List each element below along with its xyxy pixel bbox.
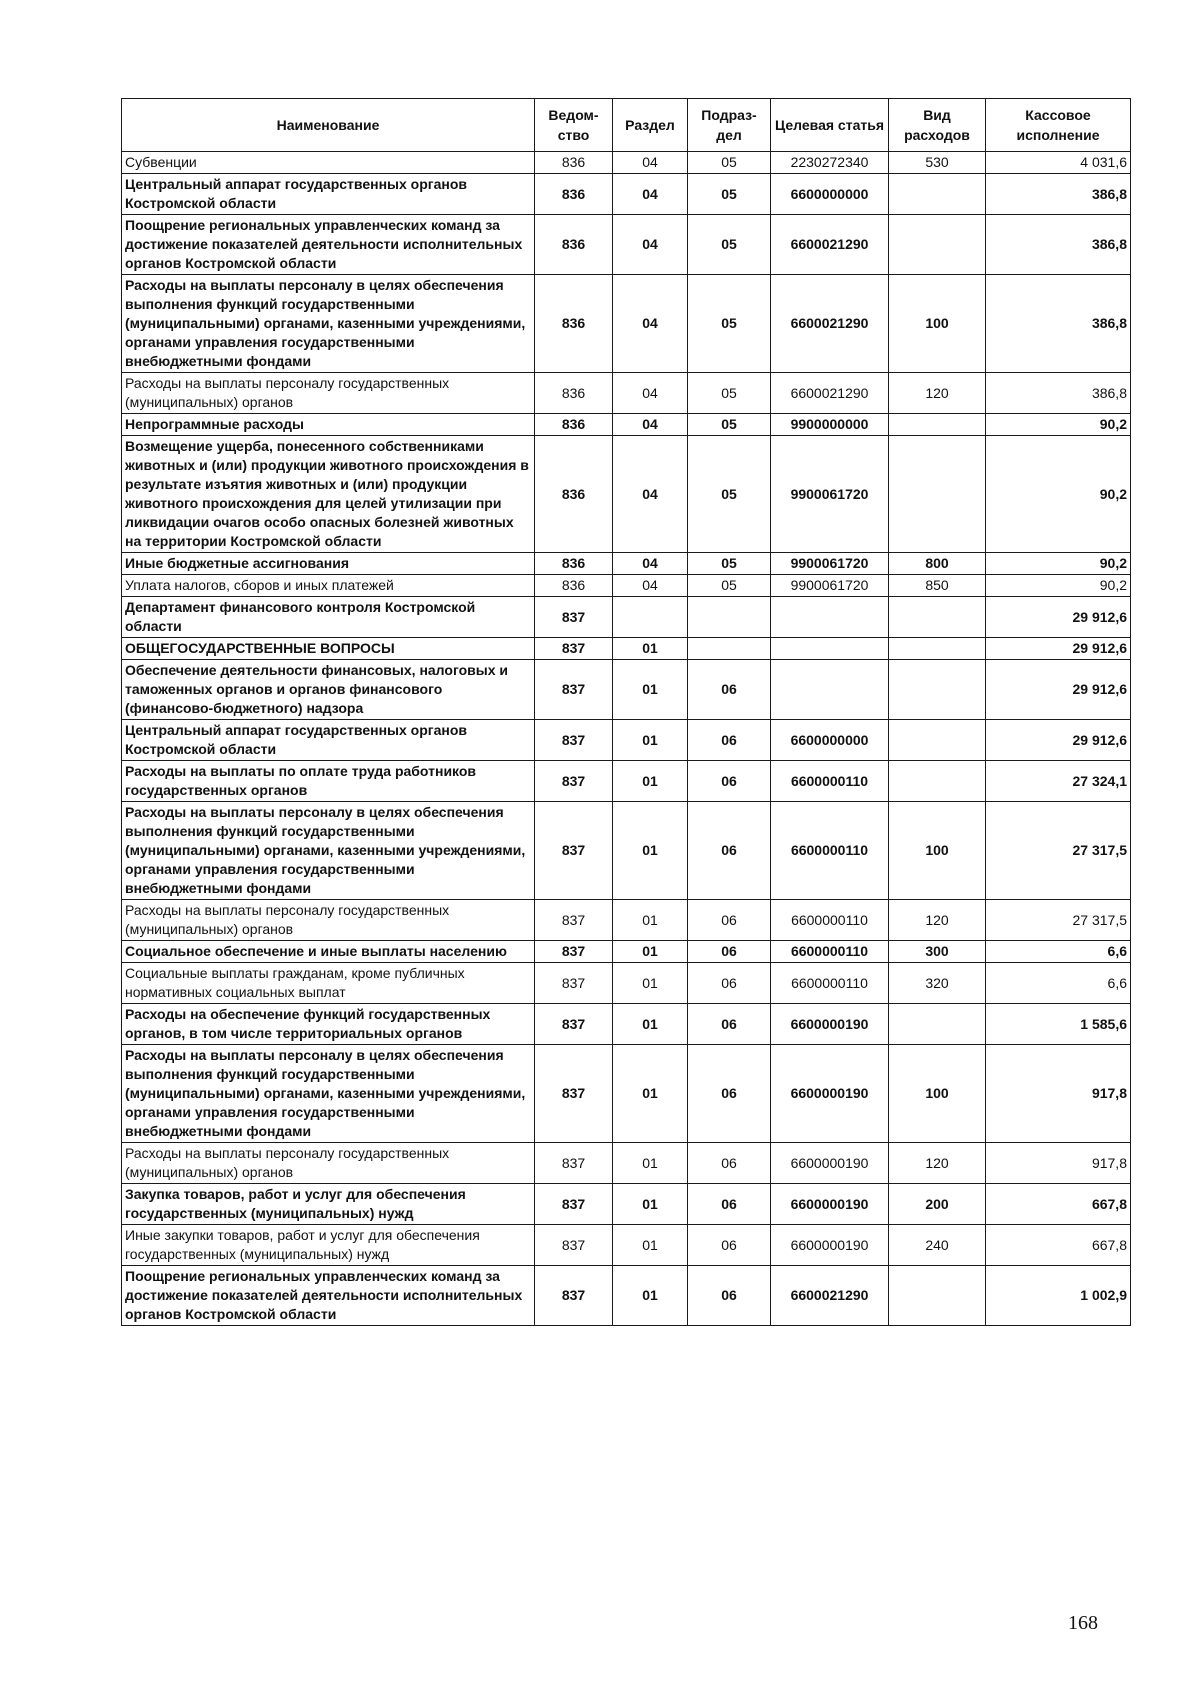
cell-vedomstvo: 837 <box>535 963 613 1004</box>
cell-name: Расходы на выплаты персоналу в целях обеспечения выполнения функций государственными (муниципальными) органами, казенными учреждениями, органами управления государственными внебюджетными фондами <box>122 1045 535 1143</box>
cell-ispolnenie: 917,8 <box>986 1045 1131 1143</box>
cell-vedomstvo: 837 <box>535 1004 613 1045</box>
cell-podrazdel: 06 <box>688 1045 771 1143</box>
cell-razdel: 04 <box>613 436 688 553</box>
cell-name: Уплата налогов, сборов и иных платежей <box>122 575 535 597</box>
table-row <box>122 414 1131 436</box>
table-row <box>122 941 1131 963</box>
cell-razdel: 01 <box>613 1143 688 1184</box>
budget-table <box>121 98 1131 1326</box>
table-row <box>122 152 1131 174</box>
cell-ispolnenie: 6,6 <box>986 941 1131 963</box>
cell-vid-rashodov <box>889 638 986 660</box>
table-row <box>122 761 1131 802</box>
cell-name: Поощрение региональных управленческих команд за достижение показателей деятельности исполнительных органов Костромской области <box>122 1266 535 1326</box>
cell-name: Расходы на выплаты персоналу государственных (муниципальных) органов <box>122 373 535 414</box>
cell-ispolnenie: 386,8 <box>986 275 1131 373</box>
cell-vedomstvo: 836 <box>535 575 613 597</box>
cell-tselevaya-statya: 6600000190 <box>771 1045 889 1143</box>
cell-ispolnenie: 386,8 <box>986 373 1131 414</box>
cell-razdel: 01 <box>613 1045 688 1143</box>
cell-name: Обеспечение деятельности финансовых, налоговых и таможенных органов и органов финансового (финансово-бюджетного) надзора <box>122 660 535 720</box>
cell-ispolnenie: 29 912,6 <box>986 660 1131 720</box>
cell-name: Закупка товаров, работ и услуг для обеспечения государственных (муниципальных) нужд <box>122 1184 535 1225</box>
cell-podrazdel: 06 <box>688 1143 771 1184</box>
cell-razdel: 01 <box>613 900 688 941</box>
cell-tselevaya-statya: 6600000190 <box>771 1225 889 1266</box>
cell-razdel: 04 <box>613 414 688 436</box>
cell-tselevaya-statya: 6600000110 <box>771 900 889 941</box>
cell-tselevaya-statya: 6600000110 <box>771 802 889 900</box>
cell-podrazdel: 06 <box>688 660 771 720</box>
cell-vedomstvo: 837 <box>535 597 613 638</box>
cell-name: Расходы на обеспечение функций государственных органов, в том числе территориальных органов <box>122 1004 535 1045</box>
cell-podrazdel: 06 <box>688 963 771 1004</box>
table-row <box>122 275 1131 373</box>
cell-podrazdel: 06 <box>688 761 771 802</box>
cell-name: Поощрение региональных управленческих команд за достижение показателей деятельности исполнительных органов Костромской области <box>122 215 535 275</box>
cell-podrazdel: 05 <box>688 373 771 414</box>
cell-name: Расходы на выплаты по оплате труда работников государственных органов <box>122 761 535 802</box>
cell-razdel: 01 <box>613 1004 688 1045</box>
cell-tselevaya-statya: 9900061720 <box>771 436 889 553</box>
cell-razdel: 04 <box>613 152 688 174</box>
cell-ispolnenie: 29 912,6 <box>986 638 1131 660</box>
cell-vid-rashodov: 320 <box>889 963 986 1004</box>
header-vid-rashodov: Вид расходов <box>889 99 986 152</box>
cell-tselevaya-statya: 6600000190 <box>771 1004 889 1045</box>
cell-podrazdel: 06 <box>688 1004 771 1045</box>
cell-vedomstvo: 836 <box>535 215 613 275</box>
cell-vid-rashodov <box>889 761 986 802</box>
cell-vedomstvo: 837 <box>535 941 613 963</box>
table-row <box>122 1143 1131 1184</box>
cell-vedomstvo: 836 <box>535 414 613 436</box>
cell-ispolnenie: 386,8 <box>986 215 1131 275</box>
cell-name: Социальное обеспечение и иные выплаты населению <box>122 941 535 963</box>
table-row <box>122 575 1131 597</box>
cell-vid-rashodov <box>889 215 986 275</box>
cell-ispolnenie: 27 317,5 <box>986 900 1131 941</box>
cell-podrazdel: 05 <box>688 152 771 174</box>
cell-vid-rashodov <box>889 414 986 436</box>
cell-tselevaya-statya: 6600021290 <box>771 1266 889 1326</box>
cell-tselevaya-statya <box>771 638 889 660</box>
table-row <box>122 638 1131 660</box>
cell-podrazdel <box>688 638 771 660</box>
cell-vedomstvo: 836 <box>535 553 613 575</box>
cell-razdel <box>613 597 688 638</box>
cell-razdel: 04 <box>613 575 688 597</box>
table-row <box>122 660 1131 720</box>
cell-vid-rashodov: 800 <box>889 553 986 575</box>
cell-vid-rashodov <box>889 720 986 761</box>
cell-ispolnenie: 1 002,9 <box>986 1266 1131 1326</box>
table-row <box>122 436 1131 553</box>
cell-tselevaya-statya: 2230272340 <box>771 152 889 174</box>
cell-tselevaya-statya: 9900061720 <box>771 553 889 575</box>
cell-tselevaya-statya: 9900061720 <box>771 575 889 597</box>
cell-vid-rashodov <box>889 1266 986 1326</box>
cell-podrazdel: 05 <box>688 553 771 575</box>
table-row <box>122 1225 1131 1266</box>
page-number: 168 <box>1068 1612 1098 1634</box>
cell-vid-rashodov <box>889 436 986 553</box>
table-row <box>122 1266 1131 1326</box>
cell-podrazdel: 05 <box>688 174 771 215</box>
cell-vedomstvo: 837 <box>535 802 613 900</box>
table-row <box>122 373 1131 414</box>
cell-name: ОБЩЕГОСУДАРСТВЕННЫЕ ВОПРОСЫ <box>122 638 535 660</box>
cell-razdel: 01 <box>613 761 688 802</box>
cell-podrazdel: 06 <box>688 1266 771 1326</box>
cell-tselevaya-statya: 6600000190 <box>771 1184 889 1225</box>
cell-podrazdel: 06 <box>688 941 771 963</box>
cell-podrazdel: 05 <box>688 414 771 436</box>
cell-vid-rashodov <box>889 597 986 638</box>
cell-ispolnenie: 667,8 <box>986 1225 1131 1266</box>
cell-tselevaya-statya: 6600021290 <box>771 215 889 275</box>
cell-podrazdel: 05 <box>688 215 771 275</box>
cell-podrazdel: 05 <box>688 575 771 597</box>
cell-razdel: 01 <box>613 720 688 761</box>
cell-vid-rashodov <box>889 660 986 720</box>
cell-tselevaya-statya: 6600000000 <box>771 720 889 761</box>
cell-tselevaya-statya: 9900000000 <box>771 414 889 436</box>
cell-tselevaya-statya <box>771 660 889 720</box>
cell-name: Центральный аппарат государственных органов Костромской области <box>122 720 535 761</box>
cell-ispolnenie: 90,2 <box>986 436 1131 553</box>
cell-vedomstvo: 837 <box>535 761 613 802</box>
cell-razdel: 04 <box>613 174 688 215</box>
cell-name: Иные бюджетные ассигнования <box>122 553 535 575</box>
cell-vedomstvo: 837 <box>535 720 613 761</box>
cell-ispolnenie: 27 324,1 <box>986 761 1131 802</box>
cell-razdel: 01 <box>613 802 688 900</box>
cell-ispolnenie: 6,6 <box>986 963 1131 1004</box>
cell-vid-rashodov: 200 <box>889 1184 986 1225</box>
cell-vedomstvo: 837 <box>535 1143 613 1184</box>
header-kassovoe-ispolnenie: Кассовое исполнение <box>986 99 1131 152</box>
cell-razdel: 04 <box>613 553 688 575</box>
cell-ispolnenie: 90,2 <box>986 575 1131 597</box>
cell-razdel: 04 <box>613 373 688 414</box>
cell-podrazdel: 05 <box>688 275 771 373</box>
cell-podrazdel <box>688 597 771 638</box>
cell-tselevaya-statya <box>771 597 889 638</box>
cell-name: Субвенции <box>122 152 535 174</box>
cell-ispolnenie: 90,2 <box>986 553 1131 575</box>
table-body <box>122 152 1131 1326</box>
cell-vedomstvo: 837 <box>535 1266 613 1326</box>
cell-vedomstvo: 837 <box>535 1045 613 1143</box>
cell-tselevaya-statya: 6600000110 <box>771 941 889 963</box>
cell-name: Департамент финансового контроля Костромской области <box>122 597 535 638</box>
cell-razdel: 04 <box>613 275 688 373</box>
cell-vid-rashodov: 240 <box>889 1225 986 1266</box>
header-row <box>122 99 1131 152</box>
cell-tselevaya-statya: 6600021290 <box>771 275 889 373</box>
cell-name: Расходы на выплаты персоналу в целях обеспечения выполнения функций государственными (муниципальными) органами, казенными учреждениями, органами управления государственными внебюджетными фондами <box>122 802 535 900</box>
cell-ispolnenie: 27 317,5 <box>986 802 1131 900</box>
cell-ispolnenie: 667,8 <box>986 1184 1131 1225</box>
header-name: Наименование <box>122 99 535 152</box>
cell-vedomstvo: 836 <box>535 152 613 174</box>
cell-ispolnenie: 1 585,6 <box>986 1004 1131 1045</box>
cell-ispolnenie: 90,2 <box>986 414 1131 436</box>
cell-vedomstvo: 837 <box>535 638 613 660</box>
cell-name: Центральный аппарат государственных органов Костромской области <box>122 174 535 215</box>
cell-vedomstvo: 837 <box>535 1225 613 1266</box>
table-row <box>122 1004 1131 1045</box>
table-row <box>122 802 1131 900</box>
table-row <box>122 963 1131 1004</box>
cell-podrazdel: 06 <box>688 802 771 900</box>
cell-ispolnenie: 386,8 <box>986 174 1131 215</box>
cell-vedomstvo: 837 <box>535 1184 613 1225</box>
cell-razdel: 01 <box>613 941 688 963</box>
cell-name: Расходы на выплаты персоналу государственных (муниципальных) органов <box>122 900 535 941</box>
cell-ispolnenie: 29 912,6 <box>986 597 1131 638</box>
cell-name: Расходы на выплаты персоналу государственных (муниципальных) органов <box>122 1143 535 1184</box>
table-row <box>122 1045 1131 1143</box>
header-vedomstvo: Ведом-ство <box>535 99 613 152</box>
table-row <box>122 900 1131 941</box>
header-podrazdel: Подраз-дел <box>688 99 771 152</box>
cell-vedomstvo: 837 <box>535 660 613 720</box>
cell-razdel: 01 <box>613 1266 688 1326</box>
cell-tselevaya-statya: 6600000190 <box>771 1143 889 1184</box>
cell-podrazdel: 06 <box>688 900 771 941</box>
cell-ispolnenie: 4 031,6 <box>986 152 1131 174</box>
cell-podrazdel: 06 <box>688 1225 771 1266</box>
cell-podrazdel: 06 <box>688 720 771 761</box>
cell-name: Расходы на выплаты персоналу в целях обеспечения выполнения функций государственными (муниципальными) органами, казенными учреждениями, органами управления государственными внебюджетными фондами <box>122 275 535 373</box>
table-row <box>122 597 1131 638</box>
cell-name: Непрограммные расходы <box>122 414 535 436</box>
cell-vid-rashodov: 850 <box>889 575 986 597</box>
cell-vid-rashodov: 100 <box>889 275 986 373</box>
table-row <box>122 553 1131 575</box>
cell-vid-rashodov: 100 <box>889 1045 986 1143</box>
cell-razdel: 01 <box>613 660 688 720</box>
table-row <box>122 215 1131 275</box>
cell-vid-rashodov <box>889 1004 986 1045</box>
cell-tselevaya-statya: 6600000110 <box>771 761 889 802</box>
cell-vid-rashodov: 120 <box>889 900 986 941</box>
cell-vedomstvo: 836 <box>535 174 613 215</box>
cell-razdel: 01 <box>613 963 688 1004</box>
cell-vedomstvo: 837 <box>535 900 613 941</box>
cell-name: Иные закупки товаров, работ и услуг для обеспечения государственных (муниципальных) нужд <box>122 1225 535 1266</box>
cell-vid-rashodov: 120 <box>889 1143 986 1184</box>
header-razdel: Раздел <box>613 99 688 152</box>
table-row <box>122 1184 1131 1225</box>
table-row <box>122 174 1131 215</box>
cell-razdel: 04 <box>613 215 688 275</box>
cell-razdel: 01 <box>613 1184 688 1225</box>
cell-tselevaya-statya: 6600000110 <box>771 963 889 1004</box>
cell-podrazdel: 05 <box>688 436 771 553</box>
cell-ispolnenie: 29 912,6 <box>986 720 1131 761</box>
cell-name: Социальные выплаты гражданам, кроме публичных нормативных социальных выплат <box>122 963 535 1004</box>
cell-tselevaya-statya: 6600000000 <box>771 174 889 215</box>
cell-vid-rashodov: 300 <box>889 941 986 963</box>
cell-vid-rashodov <box>889 174 986 215</box>
cell-vedomstvo: 836 <box>535 436 613 553</box>
cell-razdel: 01 <box>613 638 688 660</box>
header-tselevaya-statya: Целевая статья <box>771 99 889 152</box>
cell-tselevaya-statya: 6600021290 <box>771 373 889 414</box>
cell-vid-rashodov: 100 <box>889 802 986 900</box>
cell-vid-rashodov: 120 <box>889 373 986 414</box>
cell-ispolnenie: 917,8 <box>986 1143 1131 1184</box>
table-row <box>122 720 1131 761</box>
cell-podrazdel: 06 <box>688 1184 771 1225</box>
cell-name: Возмещение ущерба, понесенного собственниками животных и (или) продукции животного происхождения в результате изъятия животных и (или) продукции животного происхождения для целей утилизации при ликвидации очагов особо опасных болезней животных на территории Костромской области <box>122 436 535 553</box>
cell-vedomstvo: 836 <box>535 373 613 414</box>
cell-vid-rashodov: 530 <box>889 152 986 174</box>
cell-vedomstvo: 836 <box>535 275 613 373</box>
cell-razdel: 01 <box>613 1225 688 1266</box>
